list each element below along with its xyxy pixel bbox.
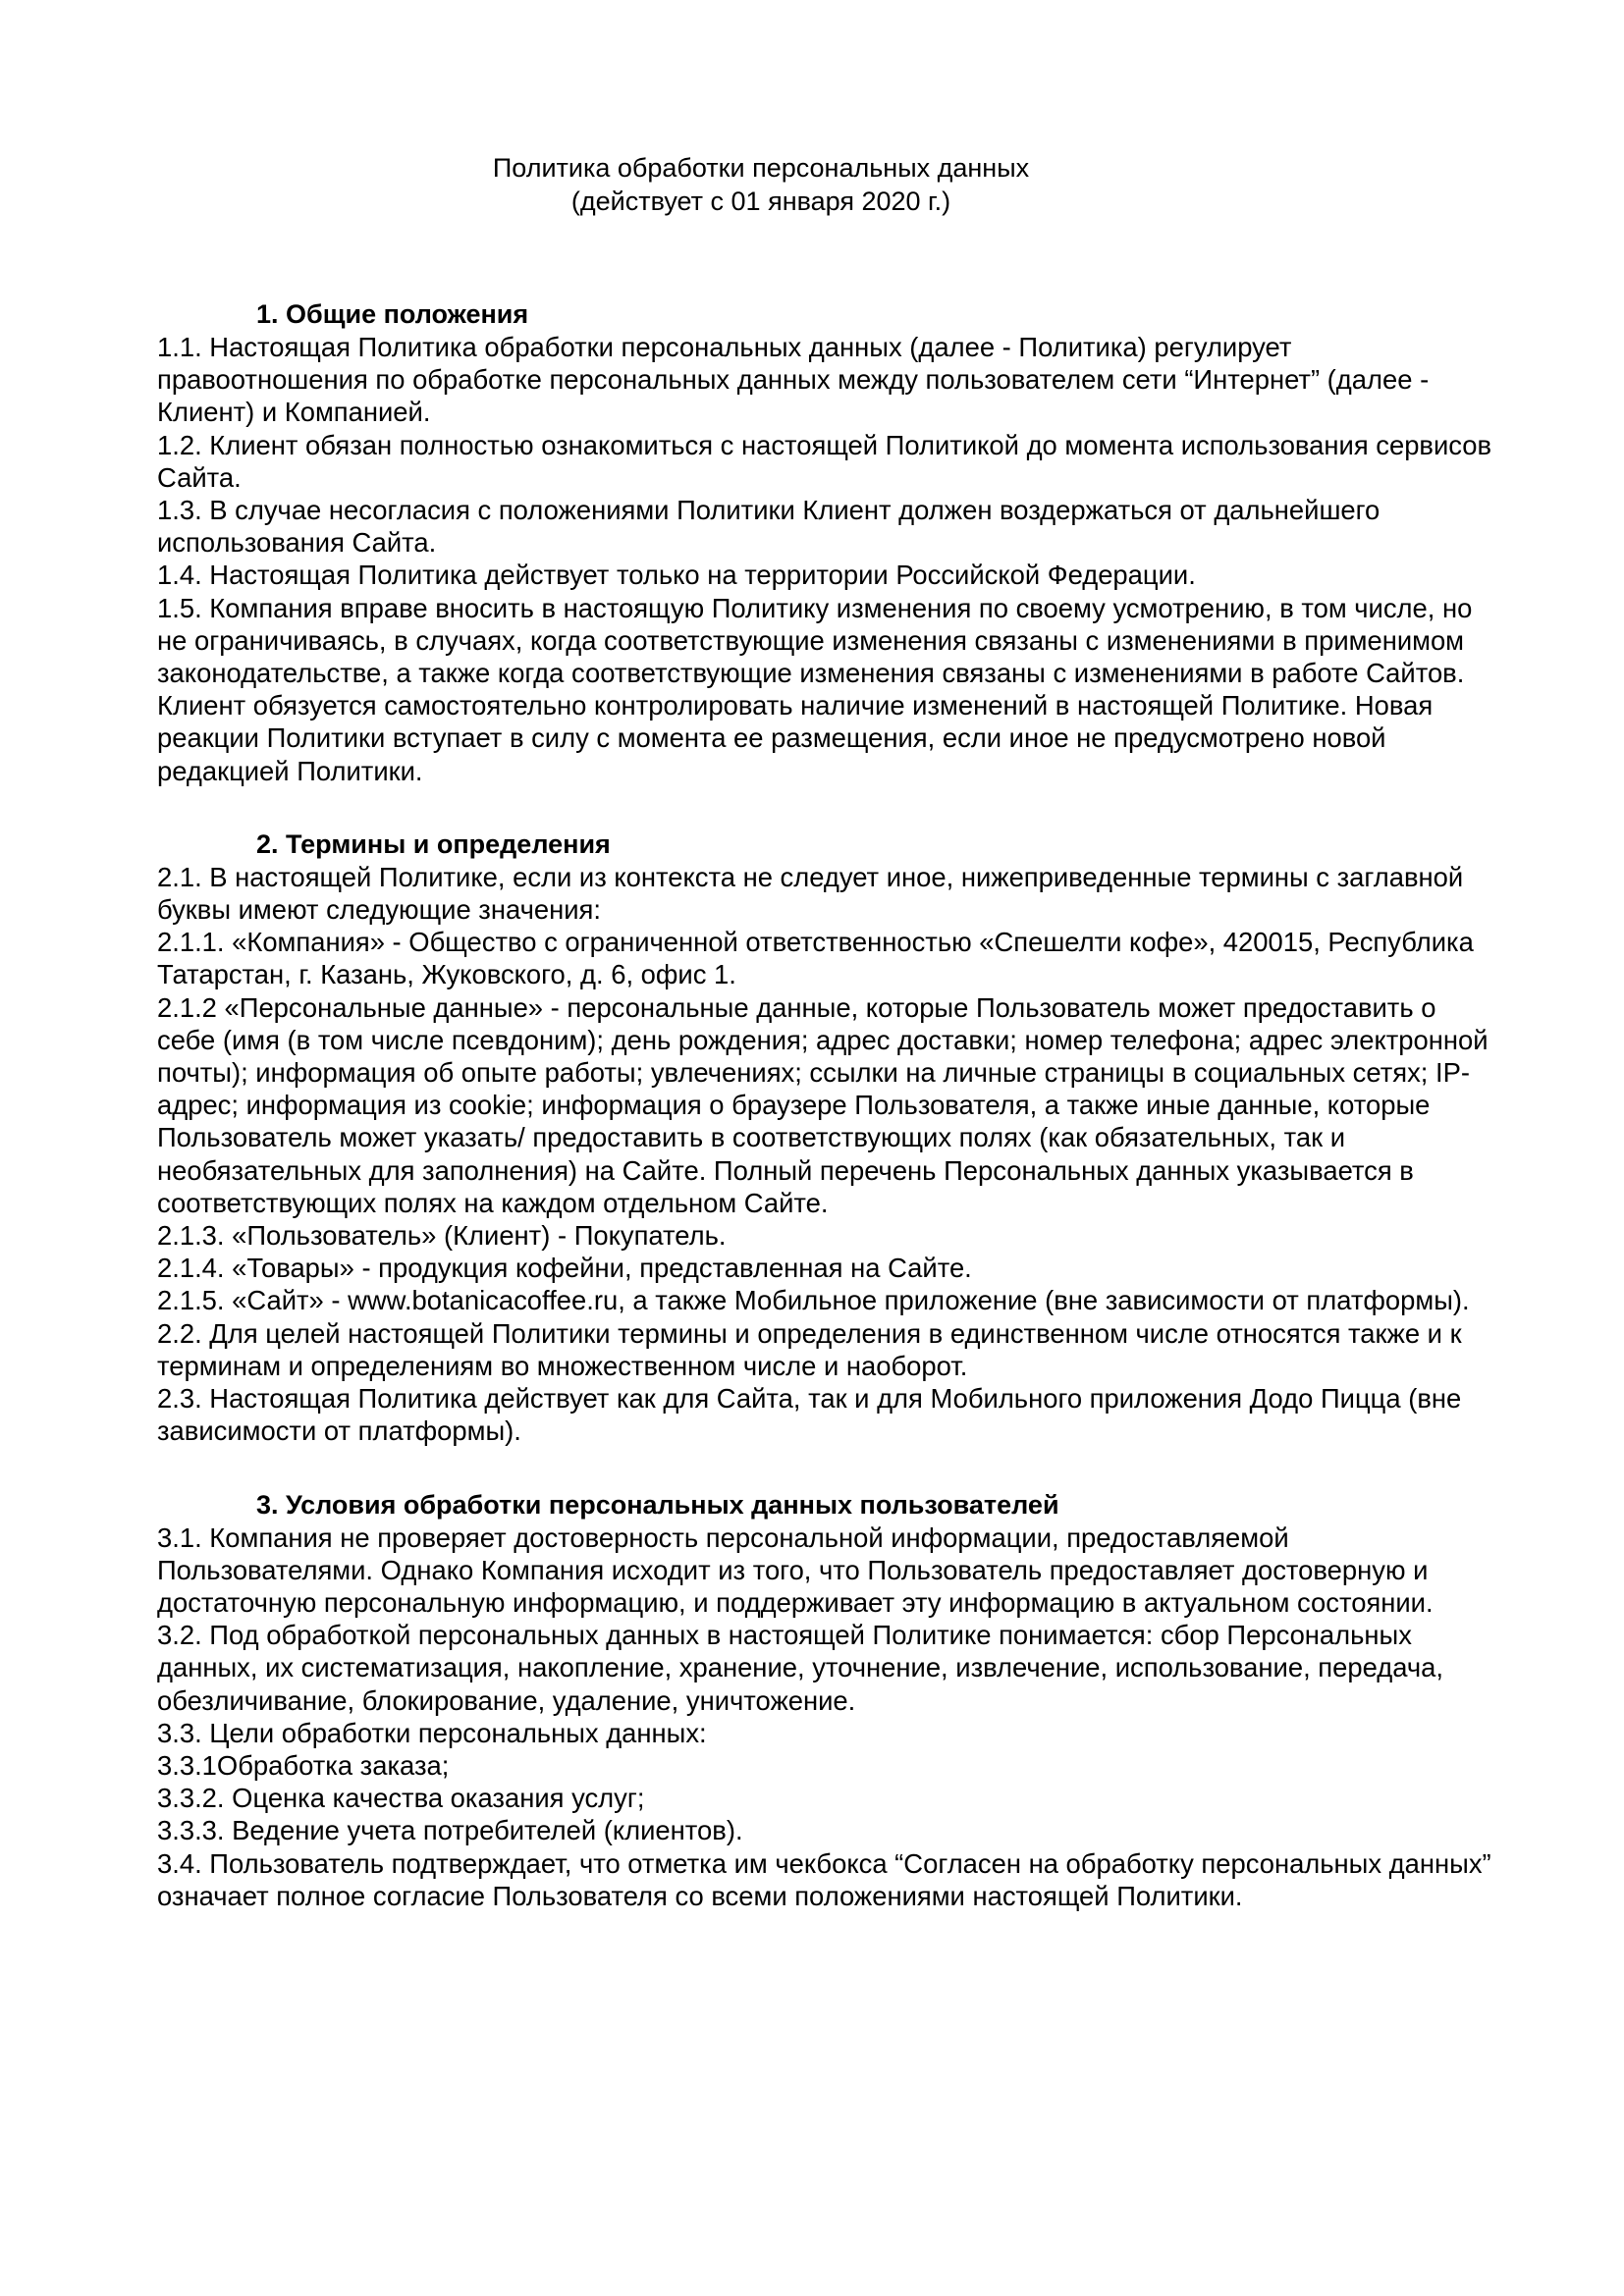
paragraph: 3.4. Пользователь подтверждает, что отметка им чекбокса “Согласен на обработку персональных данных” означает полное согласие Пользователя со всеми положениями настоящей Политики. — [157, 1847, 1491, 1911]
section-heading: 3. Условия обработки персональных данных пользователей — [256, 1489, 1059, 1520]
paragraph: 3.3.2. Оценка качества оказания услуг; — [157, 1783, 645, 1814]
paragraph: 3.1. Компания не проверяет достоверность персональной информации, предоставляемой Пользователями. Однако Компания исходит из того, что Пользователь предоставляет достоверную и достаточную персональную информацию, и поддерживает эту информацию в актуальном состоянии. — [157, 1522, 1434, 1618]
section-heading: 2. Термины и определения — [256, 828, 611, 859]
paragraph: 1.1. Настоящая Политика обработки персональных данных (далее - Политика) регулирует правоотношения по обработке персональных данных между пользователем сети “Интернет” (далее - Клиент) и Компанией. — [157, 332, 1430, 428]
paragraph: 3.3.1Обработка заказа; — [157, 1749, 450, 1781]
paragraph: 1.2. Клиент обязан полностью ознакомиться с настоящей Политикой до момента использования сервисов Сайта. — [157, 429, 1492, 493]
document-page — [157, 151, 1492, 1912]
paragraph: 2.1. В настоящей Политике, если из контекста не следует иное, нижеприведенные термины с заглавной буквы имеют следующие значения: — [157, 861, 1464, 926]
paragraph: 1.4. Настоящая Политика действует только на территории Российской Федерации. — [157, 560, 1196, 591]
paragraph: 2.1.3. «Пользователь» (Клиент) - Покупатель. — [157, 1220, 727, 1252]
section-general-provisions — [157, 298, 1492, 787]
paragraph: 3.2. Под обработкой персональных данных в настоящей Политике понимается: сбор Персональных данных, их систематизация, накопление, хранение, уточнение, извлечение, использование, передача, обезличивание, блокирование, удаление, уничтожение. — [157, 1620, 1443, 1716]
paragraph: 2.2. Для целей настоящей Политики термины и определения в единственном числе относятся также и к терминам и определениям во множественном числе и наоборот. — [157, 1317, 1462, 1381]
paragraph: 2.1.4. «Товары» - продукция кофейни, представленная на Сайте. — [157, 1253, 972, 1284]
paragraph: 2.1.1. «Компания» - Общество с ограниченной ответственностью «Спешелти кофе», 420015, Республика Татарстан, г. Казань, Жуковского, д. 6, офис 1. — [157, 927, 1474, 990]
section-terms-definitions — [157, 828, 1492, 1448]
document-title-line-2: (действует с 01 января 2020 г.) — [570, 187, 951, 216]
section-processing-conditions — [157, 1489, 1492, 1912]
paragraph: 1.3. В случае несогласия с положениями Политики Клиент должен воздержаться от дальнейшего использования Сайта. — [157, 495, 1380, 559]
paragraph: 1.5. Компания вправе вносить в настоящую Политику изменения по своему усмотрению, в том числе, но не ограничиваясь, в случаях, когда соответствующие изменения связаны с изменениями в применимом законодательстве, а также когда соответствующие изменения связаны с изменениями в работе Сайтов. Клиент обязуется самостоятельно контролировать наличие изменений в настоящей Политике. Новая реакции Политики вступает в силу с момента ее размещения, если иное не предусмотрено новой редакцией Политики. — [157, 592, 1473, 786]
paragraph: 3.3.3. Ведение учета потребителей (клиентов). — [157, 1815, 743, 1846]
paragraph: 2.1.5. «Сайт» - www.botanicacoffee.ru, а также Мобильное приложение (вне зависимости от платформы). — [157, 1285, 1470, 1316]
paragraph: 2.1.2 «Персональные данные» - персональные данные, которые Пользователь может предоставить о себе (имя (в том числе псевдоним); день рождения; адрес доставки; номер телефона; адрес электронной почты); информация об опыте работы; увлечениях; ссылки на личные страницы в социальных сетях; IP-адрес; информация из cookie; информация о браузере Пользователя, а также иные данные, которые Пользователь может указать/ предоставить в соответствующих полях (как обязательных, так и необязательных для заполнения) на Сайте. Полный перечень Персональных данных указывается в соответствующих полях на каждом отдельном Сайте. — [157, 991, 1489, 1218]
document-title-line-1: Политика обработки персональных данных — [492, 153, 1030, 183]
section-heading: 1. Общие положения — [256, 299, 529, 329]
paragraph: 3.3. Цели обработки персональных данных: — [157, 1717, 707, 1748]
paragraph: 2.3. Настоящая Политика действует как для Сайта, так и для Мобильного приложения Додо Пицца (вне зависимости от платформы). — [157, 1383, 1462, 1447]
